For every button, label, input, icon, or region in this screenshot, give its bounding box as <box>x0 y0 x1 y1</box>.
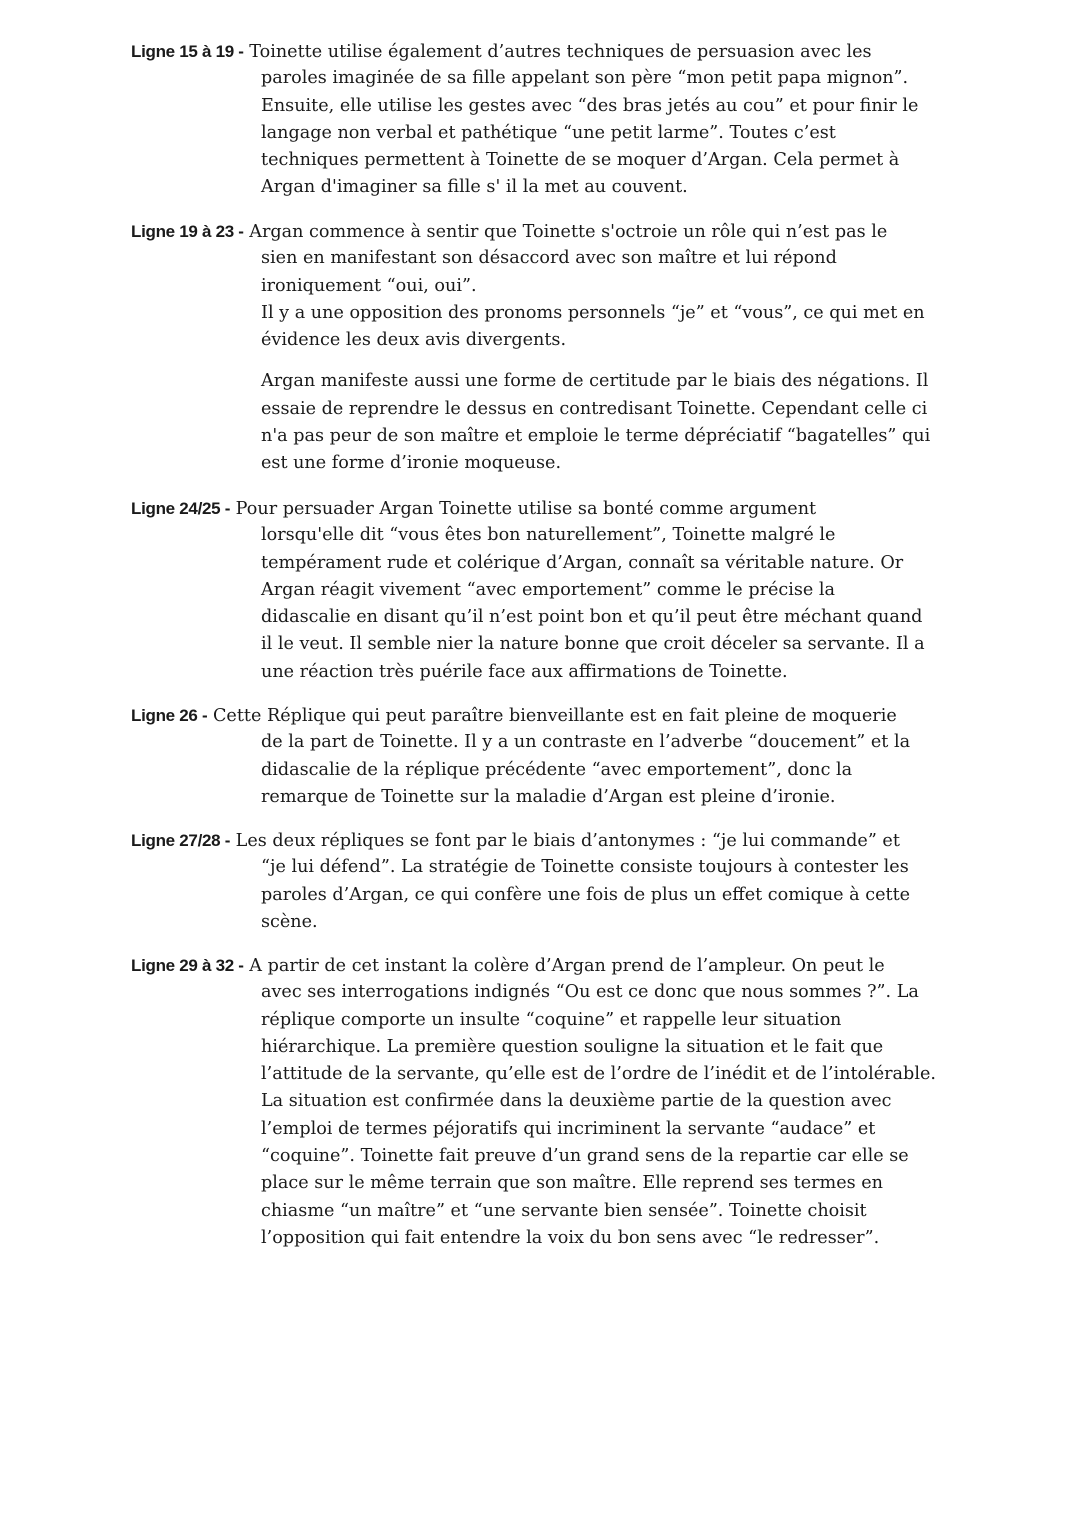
entry-text-line: hiérarchique. La première question souligne la situation et le fait que <box>261 1036 884 1057</box>
entry-label: Ligne 24/25 - <box>131 499 231 518</box>
entry-text-line: “je lui défend”. La stratégie de Toinette consiste toujours à contester les <box>261 857 909 878</box>
entry-text-line: est une forme d’ironie moqueuse. <box>261 453 562 474</box>
entry-text-line: paroles imaginée de sa fille appelant son père “mon petit papa mignon”. <box>261 68 909 89</box>
entry-ligne-24-25 <box>131 495 949 686</box>
entry-text-line: Ensuite, elle utilise les gestes avec “des bras jetés au cou” et pour finir le <box>261 95 919 116</box>
entry-label: Ligne 27/28 - <box>131 831 231 850</box>
entry-text-line: l’attitude de la servante, qu’elle est de l’ordre de l’inédit et de l’intolérable. <box>261 1064 936 1085</box>
entry-text-line: techniques permettent à Toinette de se moquer d’Argan. Cela permet à <box>261 150 900 171</box>
entry-label: Ligne 29 à 32 - <box>131 956 244 975</box>
entry-text-line: ironiquement “oui, oui”. <box>261 275 477 296</box>
entry-ligne-27-28 <box>131 827 949 936</box>
entry-text-line: Il y a une opposition des pronoms personnels “je” et “vous”, ce qui met en <box>261 302 925 323</box>
entry-first-line <box>131 218 949 245</box>
entry-first-line <box>131 952 949 979</box>
entry-first-line <box>131 38 949 65</box>
entry-text-line: n'a pas peur de son maître et emploie le terme dépréciatif “bagatelles” qui <box>261 426 931 447</box>
entry-text-line: paroles d’Argan, ce qui confère une fois de plus un effet comique à cette <box>261 884 911 905</box>
entry-text: Toinette utilise également d’autres techniques de persuasion avec les <box>243 42 872 62</box>
entry-text: Argan commence à sentir que Toinette s'octroie un rôle qui n’est pas le <box>243 222 888 242</box>
entry-text: Les deux répliques se font par le biais d’antonymes : “je lui commande” et <box>230 831 900 851</box>
entry-text-line: didascalie de la réplique précédente “avec emportement”, donc la <box>261 759 853 780</box>
entry-ligne-19-23 <box>131 218 949 478</box>
entry-text: A partir de cet instant la colère d’Argan prend de l’ampleur. On peut le <box>243 956 885 976</box>
entry-ligne-29-32 <box>131 952 949 1252</box>
entry-text-line: scène. <box>261 911 318 932</box>
entry-text-line: de la part de Toinette. Il y a un contraste en l’adverbe “doucement” et la <box>261 732 911 753</box>
entry-text-line: l’emploi de termes péjoratifs qui incriminent la servante “audace” et <box>261 1118 876 1139</box>
entry-text-line: évidence les deux avis divergents. <box>261 330 567 351</box>
entry-text-line: Argan manifeste aussi une forme de certitude par le biais des négations. Il <box>261 371 929 392</box>
entry-text-line: langage non verbal et pathétique “une petit larme”. Toutes c’est <box>261 122 836 143</box>
entry-text-line: avec ses interrogations indignés “Ou est ce donc que nous sommes ?”. La <box>261 982 919 1003</box>
entry-text-line: tempérament rude et colérique d’Argan, connaît sa véritable nature. Or <box>261 552 904 573</box>
entry-first-line <box>131 827 949 854</box>
entry-text-line: l’opposition qui fait entendre la voix du bon sens avec “le redresser”. <box>261 1227 880 1248</box>
entry-first-line <box>131 702 949 729</box>
paragraph-gap <box>131 354 949 368</box>
entry-text-line: La situation est confirmée dans la deuxième partie de la question avec <box>261 1091 892 1112</box>
entry-ligne-26 <box>131 702 949 811</box>
entry-text: Pour persuader Argan Toinette utilise sa bonté comme argument <box>230 499 817 519</box>
entry-text-line: il le veut. Il semble nier la nature bonne que croit déceler sa servante. Il a <box>261 634 925 655</box>
entry-label: Ligne 26 - <box>131 706 208 725</box>
entry-text-line: “coquine”. Toinette fait preuve d’un grand sens de la repartie car elle se <box>261 1146 909 1167</box>
entry-text-line: place sur le même terrain que son maître. Elle reprend ses termes en <box>261 1173 883 1194</box>
entry-text: Cette Réplique qui peut paraître bienveillante est en fait pleine de moquerie <box>207 706 897 726</box>
entry-text-line: remarque de Toinette sur la maladie d’Argan est pleine d’ironie. <box>261 786 836 807</box>
entry-text-line: réplique comporte un insulte “coquine” et rappelle leur situation <box>261 1009 842 1030</box>
entry-text-line: didascalie en disant qu’il n’est point bon et qu’il peut être méchant quand <box>261 607 923 628</box>
entry-text-line: essaie de reprendre le dessus en contredisant Toinette. Cependant celle ci <box>261 398 928 419</box>
entry-label: Ligne 15 à 19 - <box>131 42 244 61</box>
entry-text-line: chiasme “un maître” et “une servante bien sensée”. Toinette choisit <box>261 1200 867 1221</box>
entry-ligne-15-19 <box>131 38 949 202</box>
entry-first-line <box>131 495 949 522</box>
entry-text-line: lorsqu'elle dit “vous êtes bon naturellement”, Toinette malgré le <box>261 525 836 546</box>
entry-text-line: sien en manifestant son désaccord avec son maître et lui répond <box>261 248 837 269</box>
entry-text-line: Argan d'imaginer sa fille s' il la met au couvent. <box>261 177 688 198</box>
entry-text-line: Argan réagit vivement “avec emportement” comme le précise la <box>261 579 836 600</box>
entry-label: Ligne 19 à 23 - <box>131 222 244 241</box>
entry-text-line: une réaction très puérile face aux affirmations de Toinette. <box>261 661 788 682</box>
